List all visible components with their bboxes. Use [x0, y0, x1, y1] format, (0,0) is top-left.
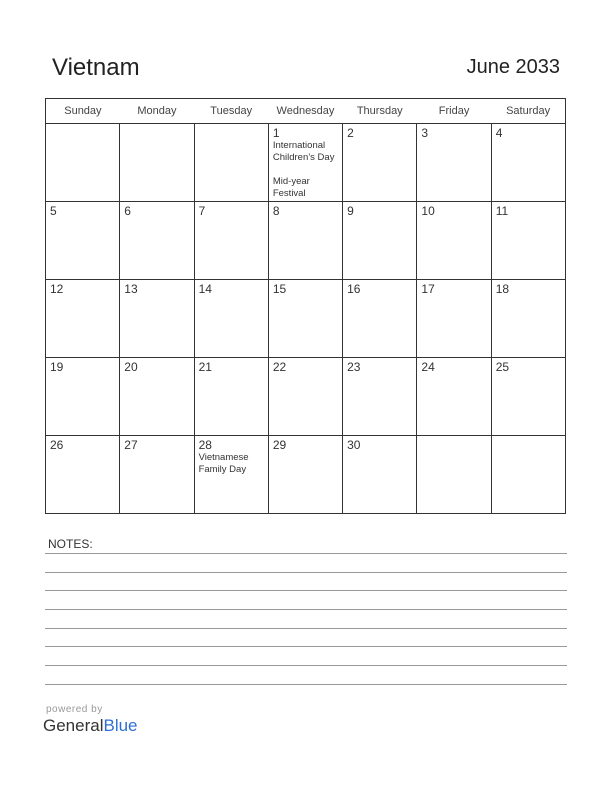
day-cell: [417, 280, 491, 358]
weekday-sunday: Sunday: [46, 99, 120, 124]
day-number: 22: [272, 360, 287, 374]
calendar-grid: [45, 98, 566, 514]
day-cell: [194, 358, 268, 436]
event-label: Vietnamese Family Day: [198, 452, 249, 475]
day-number: 24: [421, 360, 435, 374]
week-row: [46, 124, 566, 202]
note-line: [45, 684, 567, 685]
brand-logo: [43, 716, 138, 736]
day-number: 15: [272, 282, 287, 296]
day-number: 9: [347, 204, 354, 218]
day-cell: [343, 124, 417, 202]
day-cell: [417, 202, 491, 280]
weekday-monday: Monday: [120, 99, 194, 124]
brand-general: General: [43, 716, 104, 735]
day-number: 19: [50, 360, 64, 374]
day-number: 3: [421, 126, 429, 140]
note-line: [45, 572, 567, 573]
week-row: [46, 358, 566, 436]
note-line: [45, 646, 567, 647]
day-cell: [194, 280, 268, 358]
day-number: 1: [272, 126, 280, 140]
day-number: 7: [198, 204, 206, 218]
day-number: 26: [50, 438, 64, 452]
day-cell: [343, 280, 417, 358]
note-line: [45, 590, 567, 591]
day-cell: [491, 280, 565, 358]
weekday-saturday: Saturday: [491, 99, 565, 124]
week-row: [46, 436, 566, 514]
day-cell: [268, 358, 342, 436]
day-cell: [491, 436, 565, 514]
month-year-title: June 2033: [466, 56, 560, 78]
weekday-tuesday: Tuesday: [194, 99, 268, 124]
day-number: 28: [198, 438, 212, 452]
day-number: 2: [347, 126, 354, 140]
day-number: 30: [347, 438, 361, 452]
day-cell: [417, 124, 491, 202]
day-cell: [194, 124, 268, 202]
note-line: [45, 609, 567, 610]
day-number: 23: [347, 360, 361, 374]
day-number: 18: [495, 282, 510, 296]
country-title: Vietnam: [52, 54, 140, 81]
day-number: 5: [50, 204, 57, 218]
day-events: [273, 140, 338, 200]
day-number: 29: [272, 438, 287, 452]
day-events: [199, 452, 264, 476]
day-number: 8: [272, 204, 280, 218]
day-cell: [46, 124, 120, 202]
day-cell: [46, 202, 120, 280]
day-number: 4: [495, 126, 503, 140]
day-cell: [120, 202, 194, 280]
day-cell: [46, 358, 120, 436]
day-cell: [268, 436, 342, 514]
event-label: Mid-year Festival: [272, 176, 310, 199]
day-cell: [46, 280, 120, 358]
day-cell: [120, 436, 194, 514]
week-row: [46, 280, 566, 358]
week-row: [46, 202, 566, 280]
notes-label: NOTES:: [48, 537, 93, 551]
day-cell: [194, 436, 268, 514]
day-cell: [343, 436, 417, 514]
brand-blue: Blue: [103, 716, 138, 735]
day-number: 17: [421, 282, 435, 296]
day-cell: [120, 124, 194, 202]
day-cell: [120, 358, 194, 436]
day-cell: [120, 280, 194, 358]
day-cell: [491, 124, 565, 202]
day-cell: [417, 436, 491, 514]
note-line: [45, 553, 567, 554]
weekday-header-row: [46, 99, 566, 124]
day-cell: [268, 280, 342, 358]
day-number: 27: [124, 438, 138, 452]
day-cell: [268, 124, 342, 202]
powered-by-label: powered by: [46, 704, 103, 715]
day-number: 20: [124, 360, 138, 374]
day-cell: [491, 202, 565, 280]
day-number: 11: [495, 204, 509, 218]
day-number: 12: [50, 282, 64, 296]
day-cell: [417, 358, 491, 436]
day-cell: [194, 202, 268, 280]
day-cell: [268, 202, 342, 280]
day-cell: [343, 358, 417, 436]
day-number: 6: [124, 204, 131, 218]
day-number: 25: [495, 360, 510, 374]
day-cell: [343, 202, 417, 280]
event-label: International Children’s Day: [272, 140, 335, 163]
day-number: 13: [124, 282, 138, 296]
note-line: [45, 665, 567, 666]
day-number: 21: [198, 360, 212, 374]
day-number: 16: [347, 282, 361, 296]
day-cell: [491, 358, 565, 436]
weekday-wednesday: Wednesday: [268, 99, 342, 124]
note-line: [45, 628, 567, 629]
weekday-thursday: Thursday: [343, 99, 417, 124]
day-number: 10: [421, 204, 435, 218]
weekday-friday: Friday: [417, 99, 491, 124]
day-cell: [46, 436, 120, 514]
day-number: 14: [198, 282, 212, 296]
